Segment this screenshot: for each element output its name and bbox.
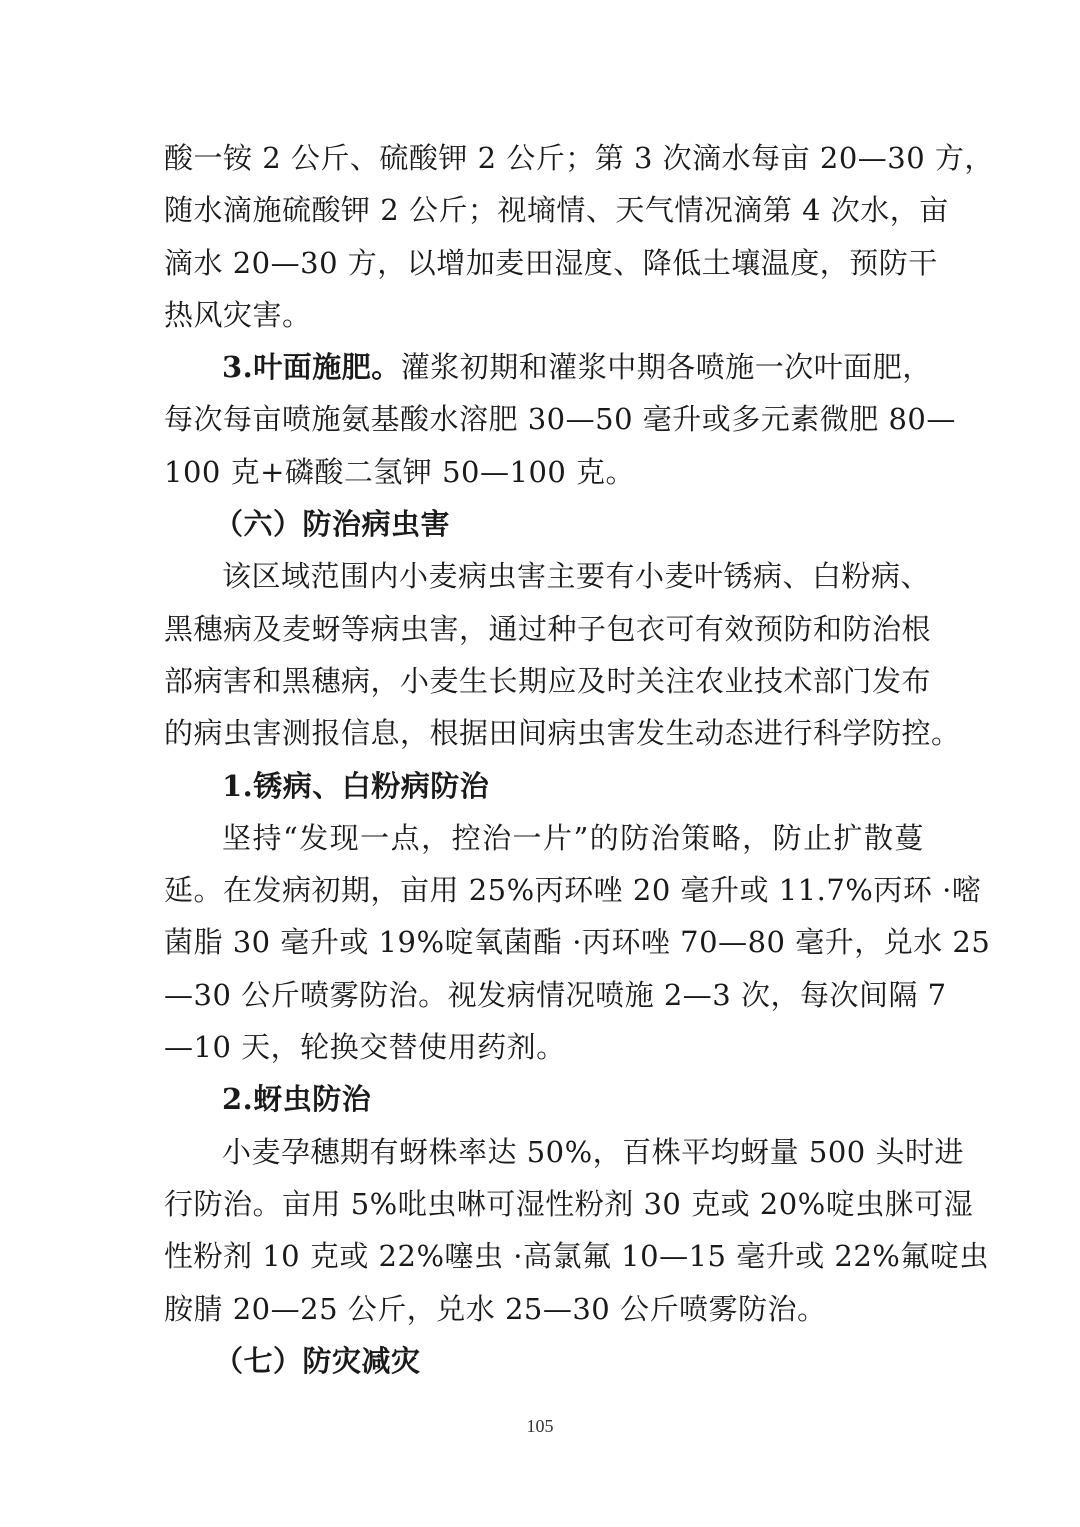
text-line: 延。在发病初期，亩用 25%丙环唑 20 毫升或 11.7%丙环 ·嘧: [164, 873, 982, 908]
text-line: —30 公斤喷雾防治。视发病情况喷施 2—3 次，每次间隔 7: [164, 977, 947, 1012]
section-heading-disaster-prevention: （七）防灾减灾: [214, 1343, 421, 1378]
text-line: 每次每亩喷施氨基酸水溶肥 30—50 毫升或多元素微肥 80—: [164, 402, 956, 437]
text-line: 滴水 20—30 方，以增加麦田湿度、降低土壤温度，预防干: [164, 245, 938, 280]
subheading-foliar-fertilization: 3.叶面施肥。: [222, 350, 401, 385]
paragraph-foliar-fertilization: [164, 341, 932, 393]
text-line: 热风灾害。: [164, 297, 312, 332]
text-line: 坚持“发现一点，控治一片”的防治策略，防止扩散蔓: [222, 820, 924, 855]
section-heading-pest-control: （六）防治病虫害: [214, 507, 451, 542]
text-line: 随水滴施硫酸钾 2 公斤；视墒情、天气情况滴第 4 次水，亩: [164, 193, 949, 228]
text-line: 小麦孕穗期有蚜株率达 50%，百株平均蚜量 500 头时进: [222, 1134, 964, 1169]
text-line: 该区域范围内小麦病虫害主要有小麦叶锈病、白粉病、: [222, 559, 931, 594]
text-line: 的病虫害测报信息，根据田间病虫害发生动态进行科学防控。: [164, 716, 961, 751]
text-line: 黑穗病及麦蚜等病虫害，通过种子包衣可有效预防和防治根: [164, 611, 932, 646]
document-body: [164, 132, 994, 1387]
text-line: 部病害和黑穗病，小麦生长期应及时关注农业技术部门发布: [164, 663, 932, 698]
text-line: 行防治。亩用 5%吡虫啉可湿性粉剂 30 克或 20%啶虫脒可湿: [164, 1186, 974, 1221]
subheading-aphid-control: 2.蚜虫防治: [222, 1082, 372, 1117]
text-line: —10 天，轮换交替使用药剂。: [164, 1030, 566, 1065]
text-run: 灌浆初期和灌浆中期各喷施一次叶面肥，: [400, 350, 932, 385]
subheading-rust-mildew: 1.锈病、白粉病防治: [222, 768, 490, 803]
text-line: 酸一铵 2 公斤、硫酸钾 2 公斤；第 3 次滴水每亩 20—30 方，: [164, 141, 994, 175]
text-line: 菌脂 30 毫升或 19%啶氧菌酯 ·丙环唑 70—80 毫升，兑水 25: [164, 925, 991, 960]
text-line: 100 克+磷酸二氢钾 50—100 克。: [164, 454, 636, 489]
text-line: 胺腈 20—25 公斤，兑水 25—30 公斤喷雾防治。: [164, 1291, 827, 1326]
page-number: 105: [526, 1416, 554, 1436]
text-line: 性粉剂 10 克或 22%噻虫 ·高氯氟 10—15 毫升或 22%氟啶虫: [164, 1239, 989, 1274]
